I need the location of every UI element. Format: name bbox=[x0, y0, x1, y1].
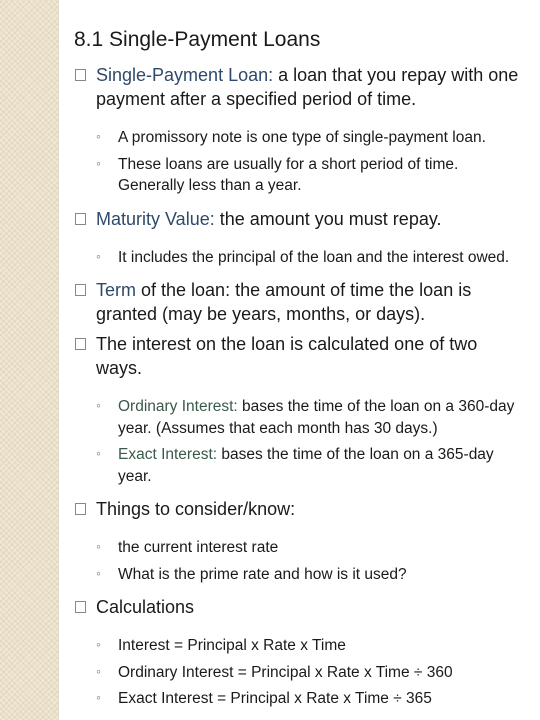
sub-bullet bbox=[74, 635, 524, 657]
bullet-things-to-consider bbox=[74, 497, 524, 521]
decorative-side-strip bbox=[0, 0, 58, 720]
bullet-calculations bbox=[74, 595, 524, 619]
ring-bullet-icon: ◦ bbox=[96, 397, 101, 413]
ring-bullet-icon: ◦ bbox=[96, 445, 101, 461]
sub-bullet-text: A promissory note is one type of single-payment loan. bbox=[118, 129, 486, 146]
checkbox-bullet-icon bbox=[75, 69, 86, 81]
bullet-text: a loan that you repay with one payment after a specified period of time. bbox=[96, 65, 519, 109]
bullet-text: Calculations bbox=[96, 597, 195, 617]
sub-list bbox=[74, 396, 524, 487]
sub-bullet-text: bases the time of the loan on a 360-day year. (Assumes that each month has 30 days.) bbox=[118, 398, 515, 437]
sub-list bbox=[74, 247, 524, 269]
bullet-text: The interest on the loan is calculated one of two ways. bbox=[96, 334, 478, 378]
checkbox-bullet-icon bbox=[75, 338, 86, 350]
sub-bullet-text: It includes the principal of the loan and the interest owed. bbox=[118, 248, 510, 266]
bullet-interest-calculation bbox=[74, 332, 524, 380]
term-label: Exact Interest: bbox=[118, 446, 218, 463]
checkbox-bullet-icon bbox=[75, 503, 86, 515]
term-label: Ordinary Interest: bbox=[118, 398, 238, 415]
sub-bullet bbox=[74, 396, 524, 439]
slide-title: 8.1 Single-Payment Loans bbox=[74, 28, 321, 51]
ring-bullet-icon: ◦ bbox=[96, 128, 101, 144]
ring-bullet-icon: ◦ bbox=[96, 564, 101, 581]
bullet-text: the amount you must repay. bbox=[214, 208, 442, 229]
ring-bullet-icon: ◦ bbox=[96, 538, 101, 554]
ring-bullet-icon: ◦ bbox=[96, 636, 101, 652]
sub-bullet-text: Ordinary Interest = Principal x Rate x Time ÷ 360 bbox=[118, 663, 453, 681]
sub-bullet-text: What is the prime rate and how is it used? bbox=[118, 565, 407, 583]
sub-bullet-text: Interest = Principal x Rate x Time bbox=[118, 637, 346, 654]
sub-bullet bbox=[74, 247, 524, 269]
ring-bullet-icon: ◦ bbox=[96, 662, 101, 679]
term-label: Maturity Value: bbox=[96, 208, 215, 229]
bullet-maturity-value bbox=[74, 207, 524, 231]
sub-bullet bbox=[74, 154, 524, 197]
bullet-term bbox=[74, 278, 524, 326]
side-divider bbox=[58, 0, 59, 720]
sub-bullet bbox=[74, 564, 524, 586]
checkbox-bullet-icon bbox=[75, 601, 86, 613]
sub-list bbox=[74, 537, 524, 585]
bullet-text: of the loan: the amount of time the loan is granted (may be years, months, or days). bbox=[96, 280, 472, 324]
bullet-single-payment-loan bbox=[74, 63, 524, 111]
sub-bullet bbox=[74, 662, 524, 684]
ring-bullet-icon: ◦ bbox=[96, 154, 101, 171]
sub-bullet-text: Exact Interest = Principal x Rate x Time ÷ 365 bbox=[118, 690, 432, 707]
sub-bullet bbox=[74, 688, 524, 710]
sub-bullet-text: These loans are usually for a short period of time. Generally less than a year. bbox=[118, 155, 459, 194]
sub-list bbox=[74, 127, 524, 197]
sub-bullet-text: the current interest rate bbox=[118, 539, 279, 556]
term-label: Term bbox=[96, 280, 136, 300]
ring-bullet-icon: ◦ bbox=[96, 689, 101, 705]
sub-bullet-text: bases the time of the loan on a 365-day year. bbox=[118, 446, 494, 485]
bullet-text: Things to consider/know: bbox=[96, 499, 296, 519]
slide-content bbox=[74, 63, 524, 720]
checkbox-bullet-icon bbox=[75, 213, 86, 225]
sub-bullet bbox=[74, 127, 524, 149]
sub-list bbox=[74, 635, 524, 710]
checkbox-bullet-icon bbox=[75, 284, 86, 296]
sub-bullet bbox=[74, 537, 524, 559]
term-label: Single-Payment Loan: bbox=[96, 65, 274, 85]
sub-bullet bbox=[74, 444, 524, 487]
ring-bullet-icon: ◦ bbox=[96, 247, 101, 264]
